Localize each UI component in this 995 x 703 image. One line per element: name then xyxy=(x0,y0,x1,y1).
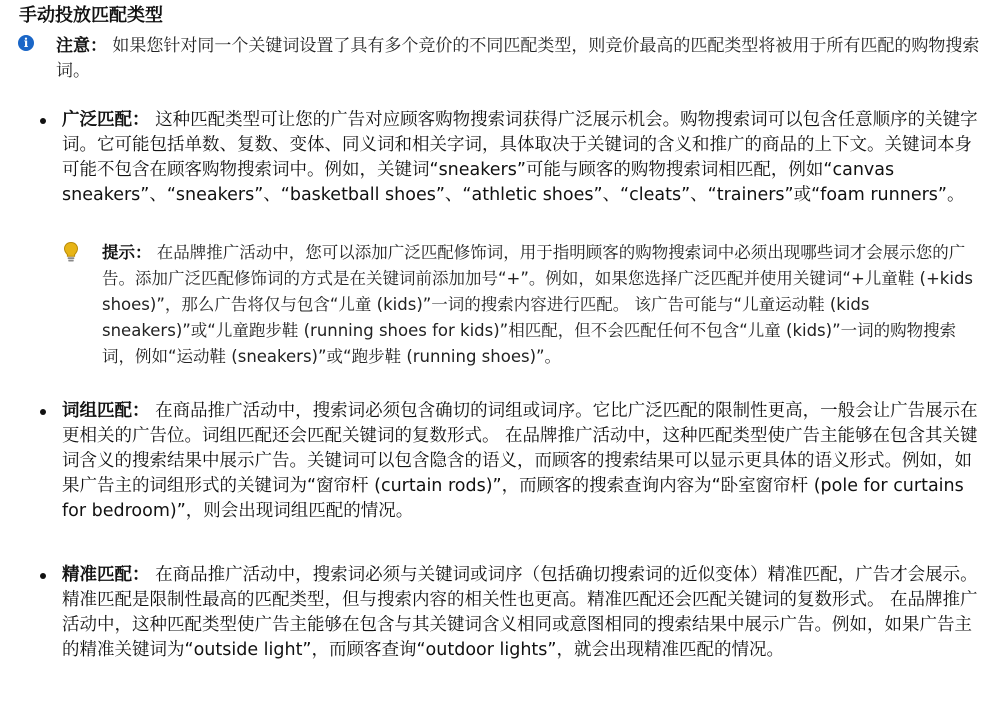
note-text-block xyxy=(56,34,980,84)
tip-text: 在品牌推广活动中，您可以添加广泛匹配修饰词，用于指明顾客的购物搜索词中必须出现哪些词才会展示您的广告。添加广泛匹配修饰词的方式是在关键词前添加加号“+”。例如，如果您选择广泛匹配并使用关键词“+儿童鞋 (+kids shoes)”，那么广告将仅与包含“儿童 (kids)”一词的搜索内容进行匹配。 该广告可能与“儿童运动鞋 (kids sneakers)”或“儿童跑步鞋 (running shoes for kids)”相匹配，但不会匹配任何不包含“儿童 (kids)”一词的购物搜索词，例如“运动鞋 (sneakers)”或“跑步鞋 (running shoes)”。 xyxy=(102,243,974,366)
bullet xyxy=(40,409,46,415)
tip-callout xyxy=(62,240,984,370)
list-item-phrase-match xyxy=(40,399,980,524)
exact-match-text: 在商品推广活动中，搜索词必须与关键词或词序（包括确切搜索词的近似变体）精准匹配，广告才会展示。精准匹配是限制性最高的匹配类型，但与搜索内容的相关性也更高。精准匹配还会匹配关键词的复数形式。 在品牌推广活动中，这种匹配类型使广告主能够在包含与其关键词含义相同或意图相同的搜索结果中展示广告。例如，如果广告主的精准关键词为“outside light”，而顾客查询“outdoor lights”，就会出现精准匹配的情况。 xyxy=(62,565,978,660)
list-item-exact-match xyxy=(40,563,980,663)
tip-text-block xyxy=(102,240,984,370)
broad-match-text-block xyxy=(62,108,980,208)
broad-match-text: 这种匹配类型可让您的广告对应顾客购物搜索词获得广泛展示机会。购物搜索词可以包含任意顺序的关键字词。它可能包括单数、复数、变体、同义词和相关字词，具体取决于关键词的含义和推广的商品的上下文。关键词本身可能不包含在顾客购物搜索词中。例如，关键词“sneakers”可能与顾客的购物搜索词相匹配，例如“canvas sneakers”、“sneakers”、“basketball shoes”、“athletic shoes”、“cleats”、“trainers”或“foam runners”。 xyxy=(62,110,978,205)
phrase-match-text-block xyxy=(62,399,980,524)
bullet xyxy=(40,118,46,124)
phrase-match-text: 在商品推广活动中，搜索词必须包含确切的词组或词序。它比广泛匹配的限制性更高，一般会让广告展示在更相关的广告位。词组匹配还会匹配关键词的复数形式。 在品牌推广活动中，这种匹配类型使广告主能够在包含其关键词含义的搜索结果中展示广告。关键词可以包含隐含的语义，而顾客的搜索结果可以显示更具体的语义形式。例如，如果广告主的词组形式的关键词为“窗帘杆 (curtain rods)”，而顾客的搜索查询内容为“卧室窗帘杆 (pole for curtains for bedroom)”，则会出现词组匹配的情况。 xyxy=(62,401,978,521)
lightbulb-icon xyxy=(62,241,80,263)
note-label: 注意： xyxy=(56,36,107,56)
tip-label: 提示： xyxy=(102,243,152,262)
list-item-broad-match xyxy=(40,108,980,208)
note-callout xyxy=(18,34,980,84)
broad-match-label: 广泛匹配： xyxy=(62,110,150,130)
note-text: 如果您针对同一个关键词设置了具有多个竞价的不同匹配类型，则竞价最高的匹配类型将被用于所有匹配的购物搜索词。 xyxy=(56,36,980,81)
phrase-match-label: 词组匹配： xyxy=(62,401,150,421)
exact-match-text-block xyxy=(62,563,980,663)
page-title: 手动投放匹配类型 xyxy=(19,5,163,26)
exact-match-label: 精准匹配： xyxy=(62,565,150,585)
bullet xyxy=(40,573,46,579)
info-icon: i xyxy=(18,35,34,51)
